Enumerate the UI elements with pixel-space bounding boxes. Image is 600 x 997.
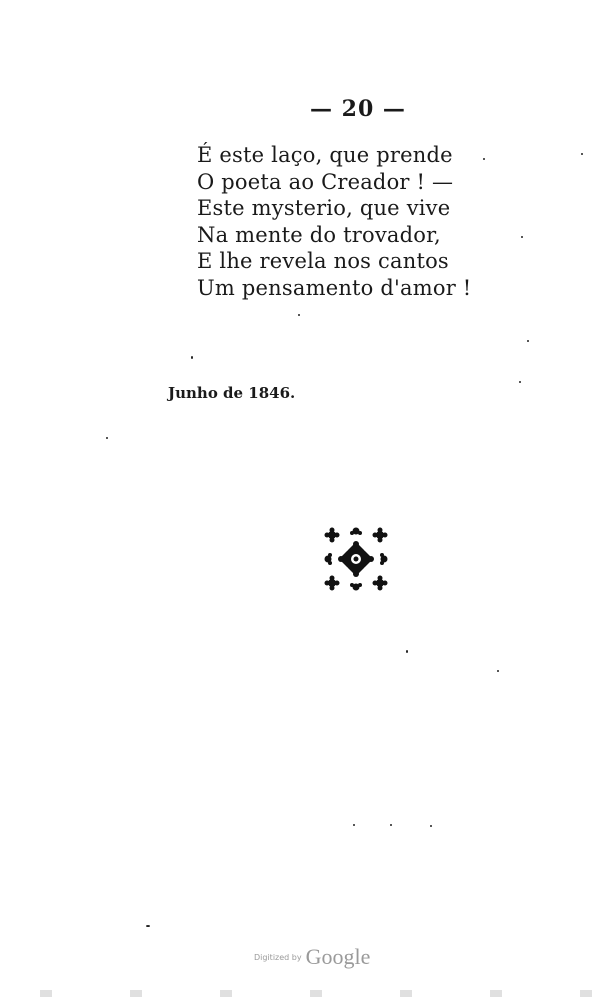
- scan-speck: [521, 236, 523, 238]
- scan-speck: [191, 356, 193, 359]
- scan-speck: [353, 824, 355, 826]
- scan-speck: [406, 650, 408, 653]
- scan-speck: [519, 381, 521, 383]
- poem-stanza: [197, 142, 471, 301]
- poem-line: O poeta ao Creador ! —: [197, 169, 454, 194]
- scan-speck: [430, 825, 432, 827]
- scan-edge-noise: [0, 990, 600, 997]
- date-line: Junho de 1846.: [168, 384, 296, 402]
- watermark-prefix: Digitized by: [254, 952, 302, 962]
- watermark-brand: Google: [305, 944, 371, 969]
- scan-speck: [146, 925, 150, 927]
- poem-line: Este mysterio, que vive: [197, 196, 451, 220]
- scan-speck: [298, 314, 300, 316]
- scan-speck: [581, 153, 583, 155]
- scan-speck: [527, 340, 529, 342]
- poem-line: Um pensamento d'amor !: [197, 275, 472, 300]
- digitized-by-google-watermark: [254, 944, 370, 970]
- scan-speck: [483, 158, 485, 160]
- scan-speck: [106, 437, 108, 439]
- poem-line: Na mente do trovador,: [197, 222, 441, 247]
- scan-speck: [497, 670, 499, 672]
- fleuron-ornament-icon: [322, 525, 390, 593]
- poem-line: É este laço, que prende: [197, 143, 453, 167]
- poem-line: E lhe revela nos cantos: [197, 249, 449, 273]
- scan-speck: [390, 824, 392, 826]
- page-number: — 20 —: [310, 96, 406, 122]
